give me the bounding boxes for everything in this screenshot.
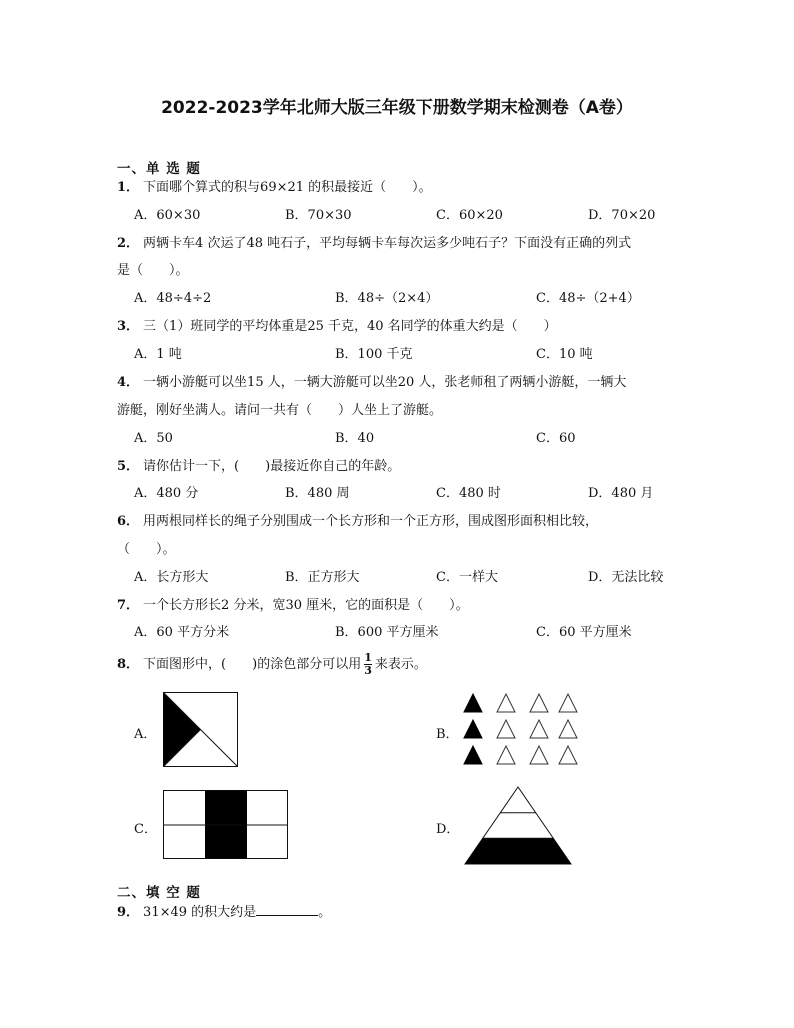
empty-triangle: [530, 746, 548, 764]
option-d: D．480 月: [588, 486, 654, 501]
option-a: A．长方形大: [134, 570, 209, 585]
option-b: B．600 平方厘米: [335, 625, 439, 640]
question-number: 6．: [117, 514, 140, 529]
figure-b-label: B．: [436, 727, 459, 742]
question-number: 8．: [117, 657, 140, 672]
option-a: A．60 平方分米: [134, 625, 230, 640]
triangle-row-3: [464, 746, 577, 764]
question-8: [117, 652, 427, 677]
empty-triangle: [497, 694, 515, 712]
option-c: C．480 时: [436, 486, 501, 501]
question-number: 9．: [117, 905, 140, 920]
question-text: 一个长方形长2 分米，宽30 厘米，它的面积是（ ）。: [143, 598, 469, 613]
option-c: C．48÷（2+4）: [536, 291, 640, 306]
question-4: [117, 371, 626, 390]
question-text-before: 31×49 的积大约是: [143, 905, 257, 920]
question-9: [117, 901, 331, 920]
question-2: [117, 232, 631, 251]
option-c: C．60 平方厘米: [536, 625, 632, 640]
option-a: A．60×30: [134, 208, 201, 223]
question-5: [117, 455, 400, 474]
fraction-one-third: [364, 652, 372, 677]
empty-triangle: [559, 746, 577, 764]
empty-triangle: [559, 720, 577, 738]
option-b: B．正方形大: [285, 570, 360, 585]
question-6-line2: （ ）。: [117, 542, 176, 557]
question-3: [117, 315, 557, 334]
figure-c-rectangle: [163, 790, 289, 860]
figure-a-square: [163, 692, 239, 768]
option-b: B．480 周: [285, 486, 350, 501]
option-a: A．480 分: [134, 486, 199, 501]
filled-triangle: [464, 746, 482, 764]
filled-triangle: [464, 720, 482, 738]
option-a: A．50: [134, 431, 173, 446]
question-4-line2: 游艇，刚好坐满人。请问一共有（ ）人坐上了游艇。: [117, 403, 443, 418]
question-number: 1．: [117, 180, 140, 195]
question-text: 请你估计一下，( )最接近你自己的年龄。: [143, 459, 401, 474]
option-a: A．48÷4÷2: [134, 291, 212, 306]
figure-d-label: D．: [436, 822, 460, 837]
filled-triangle: [464, 694, 482, 712]
question-text-after: 来表示。: [374, 657, 427, 672]
option-c: C．60×20: [436, 208, 503, 223]
option-d: D．70×20: [588, 208, 656, 223]
option-b: B．70×30: [285, 208, 352, 223]
empty-triangle: [530, 694, 548, 712]
figure-c-label: C．: [134, 822, 157, 837]
figure-d-pyramid: [464, 786, 572, 866]
triangle-row-2: [464, 720, 577, 738]
question-1: [117, 176, 432, 195]
option-c: C．一样大: [436, 570, 498, 585]
page-title: 2022-2023学年北师大版三年级下册数学期末检测卷（A卷）: [161, 98, 633, 118]
option-c: C．10 吨: [536, 347, 593, 362]
question-number: 2．: [117, 236, 140, 251]
figure-a-label: A．: [134, 727, 157, 742]
question-2-line2: 是（ ）。: [117, 263, 189, 278]
question-text-before: 下面图形中，( )的涂色部分可以用: [143, 657, 362, 672]
option-b: B．48÷（2×4）: [335, 291, 439, 306]
section-heading-fill-blank: 二、填 空 题: [117, 885, 201, 901]
question-text-line1: 两辆卡车4 次运了48 吨石子，平均每辆卡车每次运多少吨石子？下面没有正确的列式: [143, 236, 632, 251]
question-7: [117, 594, 469, 613]
section-heading-single-choice: 一、单 选 题: [117, 161, 201, 177]
question-number: 7．: [117, 598, 140, 613]
empty-triangle: [497, 746, 515, 764]
question-6: [117, 510, 598, 529]
empty-triangle: [530, 720, 548, 738]
question-text: 三（1）班同学的平均体重是25 千克，40 名同学的体重大约是（ ）: [143, 319, 557, 334]
question-text-line1: 用两根同样长的绳子分别围成一个长方形和一个正方形，围成图形面积相比较，: [143, 514, 599, 529]
question-number: 3．: [117, 319, 140, 334]
triangle-row-1: [464, 694, 577, 712]
option-a: A．1 吨: [134, 347, 182, 362]
answer-blank[interactable]: [256, 903, 318, 916]
shaded-bottom-band: [465, 838, 571, 864]
question-text: 下面哪个算式的积与69×21 的积最接近（ ）。: [143, 180, 432, 195]
empty-triangle: [497, 720, 515, 738]
option-b: B．100 千克: [335, 347, 413, 362]
question-text-after: 。: [318, 905, 332, 920]
question-number: 4．: [117, 375, 140, 390]
option-c: C．60: [536, 431, 576, 446]
figure-b-triangles: [462, 692, 580, 768]
fraction-denominator: 3: [364, 664, 372, 677]
question-number: 5．: [117, 459, 140, 474]
fraction-numerator: 1: [364, 651, 372, 664]
question-text-line1: 一辆小游艇可以坐15 人，一辆大游艇可以坐20 人，张老师租了两辆小游艇，一辆大: [143, 375, 627, 390]
empty-triangle: [559, 694, 577, 712]
option-d: D．无法比较: [588, 570, 664, 585]
option-b: B．40: [335, 431, 375, 446]
